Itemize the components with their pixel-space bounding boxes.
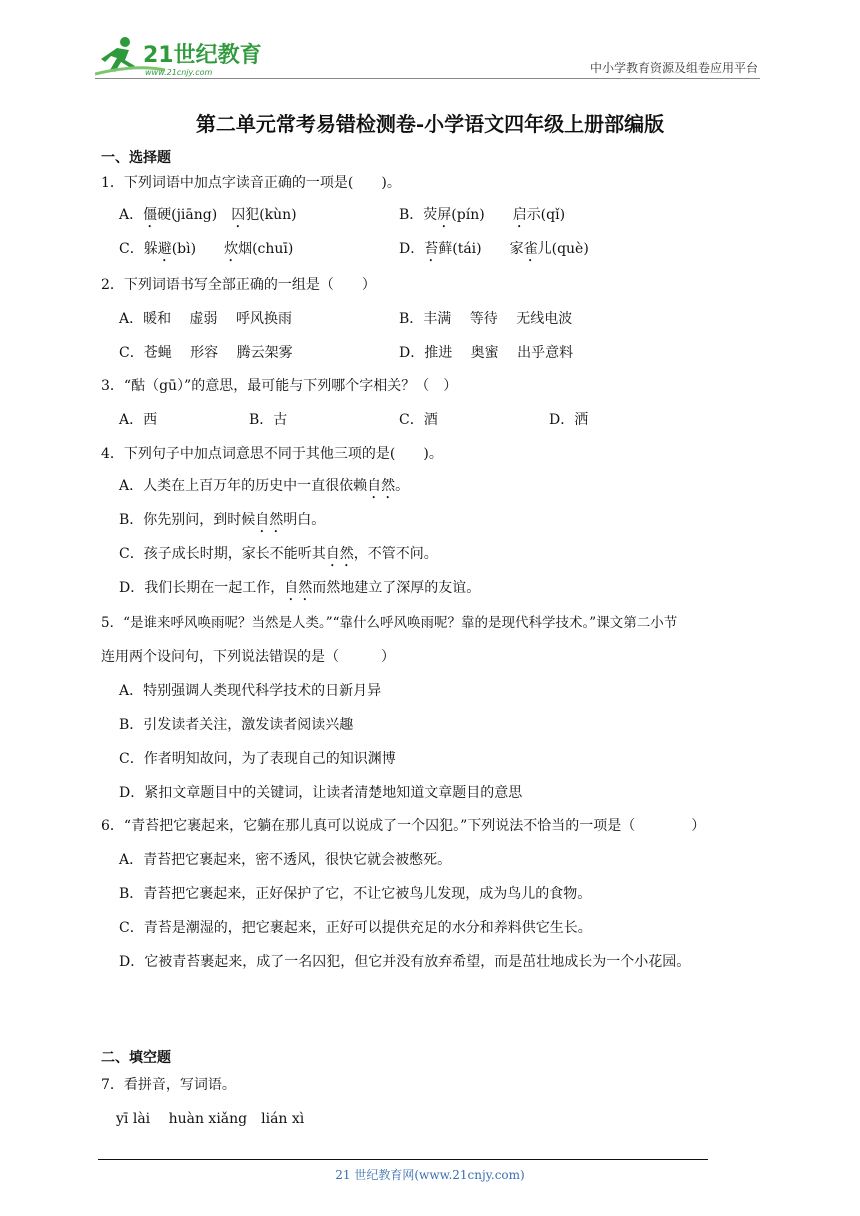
option-text: 。 [395,478,410,494]
dotted-word: 自然 [255,512,284,528]
dotted-char: 启 [512,207,527,223]
footer-link[interactable]: 21 世纪教育网(www.21cnjy.com) [335,1168,525,1182]
section-heading-fill: 二、填空题 [101,1050,171,1066]
dotted-word: 自然 [325,546,354,562]
option-label: A． [119,207,144,223]
dotted-char: 囚 [231,207,246,223]
option-text: 示(qǐ) [526,207,566,223]
question-6-stem: 6．“青苔把它裹起来，它躺在那儿真可以说成了一个囚犯。”下列说法不恰当的一项是（ ） [101,818,706,834]
option-text: (bì) [171,241,225,257]
q6-option-c[interactable]: C．青苔是潮湿的，把它裹起来，正好可以提供充足的水分和养料供它生长。 [119,920,592,936]
dotted-char: 雀 [523,241,538,257]
section-heading-choice: 一、选择题 [101,150,171,166]
footer-divider [98,1159,708,1160]
dotted-char: 炊 [224,241,239,257]
q5-option-a[interactable]: A．特别强调人类现代科学技术的日新月异 [119,683,382,699]
option-text: B．你先别问，到时候 [119,512,256,528]
q6-option-a[interactable]: A．青苔把它裹起来，密不透风，很快它就会被憋死。 [119,852,452,868]
q2-option-b[interactable]: B．丰满 等待 无线电波 [399,311,573,327]
option-text: A．人类在上百万年的历史中一直很依赖 [119,478,368,494]
dotted-word: 自然 [284,580,313,596]
option-text: 犯(kùn) [245,207,297,223]
q3-option-c[interactable]: C．酒 [399,412,438,428]
question-2-stem: 2．下列词语书写全部正确的一组是（ ） [101,277,376,293]
q1-option-c[interactable] [119,240,293,265]
option-text: 明白。 [283,512,326,528]
option-label: C．躲 [119,241,158,257]
option-text: 儿(què) [537,241,589,257]
q4-option-c[interactable] [119,545,438,570]
q6-option-d[interactable]: D．它被青苔裹起来，成了一名囚犯，但它并没有放弃希望，而是茁壮地成长为一个小花园。 [119,954,691,970]
logo-text: 21世纪教育 [143,43,262,68]
dotted-char: 僵 [143,207,158,223]
question-4-stem: 4．下列句子中加点词意思不同于其他三项的是( )。 [101,446,443,462]
platform-label: 中小学教育资源及组卷应用平台 [589,61,758,75]
dotted-char: 苔 [424,241,439,257]
option-label: D． [399,241,425,257]
q1-option-b[interactable] [399,206,565,231]
option-text: (pín) [451,207,513,223]
option-text: 而然地建立了深厚的友谊。 [312,580,481,596]
q3-option-d[interactable]: D．洒 [549,412,589,428]
q6-option-b[interactable]: B．青苔把它裹起来，正好保护了它，不让它被鸟儿发现，成为鸟儿的食物。 [119,886,592,902]
q4-option-a[interactable] [119,477,409,502]
q5-option-c[interactable]: C．作者明知故问，为了表现自己的知识渊博 [119,751,396,767]
option-label: B．荧 [399,207,438,223]
logo-url: www.21cnjy.com [145,68,213,77]
logo-21cnjy [95,34,265,78]
q1-option-d[interactable] [399,240,589,265]
option-text: 烟(chuī) [238,241,294,257]
q1-option-a[interactable] [119,206,297,231]
q3-option-a[interactable]: A．西 [119,412,158,428]
q2-option-d[interactable]: D．推进 奥蜜 出乎意料 [399,345,574,361]
q7-pinyin: yī lài huàn xiǎng lián xì [116,1111,305,1127]
question-7-stem: 7．看拼音，写词语。 [101,1077,236,1093]
q4-option-b[interactable] [119,511,325,536]
question-1-stem: 1．下列词语中加点字读音正确的一项是( )。 [101,175,401,191]
option-text: 藓(tái) 家 [438,241,524,257]
q2-option-a[interactable]: A．暖和 虚弱 呼风换雨 [119,311,293,327]
question-5-stem-line2: 连用两个设问句，下列说法错误的是（ ） [101,649,395,665]
page-header [95,32,760,80]
question-5-stem-line1: 5．“是谁来呼风唤雨呢？当然是人类。”“靠什么呼风唤雨呢？靠的是现代科学技术。”课文第二小节 [101,615,678,631]
option-text: D．我们长期在一起工作， [119,580,285,596]
page-title: 第二单元常考易错检测卷-小学语文四年级上册部编版 [195,112,665,136]
option-text: 硬(jiāng) [157,207,232,223]
option-text: ，不管不问。 [353,546,438,562]
header-divider [95,78,760,79]
dotted-word: 自然 [367,478,396,494]
q2-option-c[interactable]: C．苍蝇 形容 腾云架雾 [119,345,293,361]
question-3-stem: 3．“酤（gū）”的意思，最可能与下列哪个字相关？（ ） [101,378,458,394]
q4-option-d[interactable] [119,579,480,604]
option-text: C．孩子成长时期，家长不能听其 [119,546,326,562]
q5-option-d[interactable]: D．紧扣文章题目中的关键词，让读者清楚地知道文章题目的意思 [119,785,523,801]
dotted-char: 屏 [437,207,452,223]
q3-option-b[interactable]: B．古 [249,412,288,428]
q5-option-b[interactable]: B．引发读者关注，激发读者阅读兴趣 [119,717,354,733]
dotted-char: 避 [157,241,172,257]
